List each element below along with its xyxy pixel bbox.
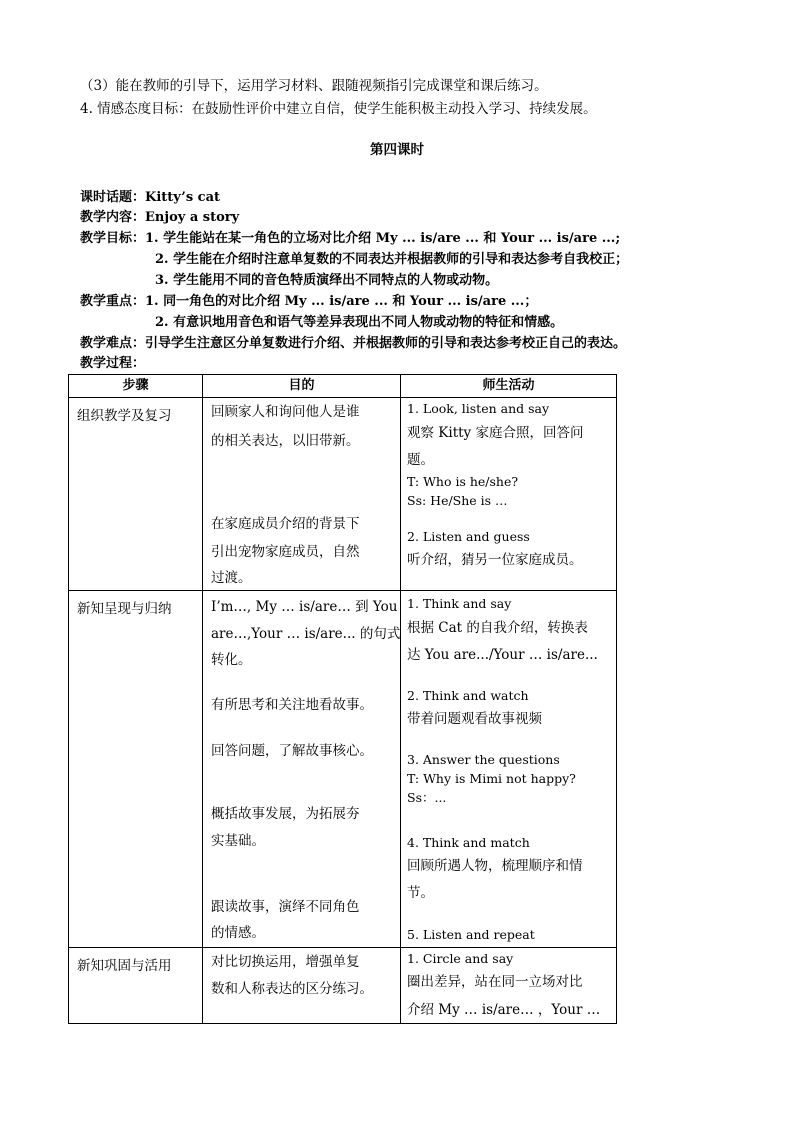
activity-line: Ss：... — [407, 790, 447, 805]
process-label: 教学过程： — [80, 356, 146, 371]
purpose-line: 有所思考和关注地看故事。 — [211, 697, 373, 713]
purpose-line: 的情感。 — [211, 925, 265, 941]
activity-line: 听介绍，猜另一位家庭成员。 — [407, 552, 583, 568]
difficulty-label: 教学难点： — [80, 336, 146, 351]
activity-line: 1. Look, listen and say — [407, 401, 550, 416]
activity-line: 3. Answer the questions — [407, 752, 560, 767]
purpose-line: 在家庭成员介绍的背景下 — [211, 516, 360, 532]
activity-line: 介绍 My … is/are… ，Your … — [407, 1002, 601, 1018]
activity-line: 4. Think and match — [407, 835, 530, 850]
purpose-line: 引出宠物家庭成员，自然 — [211, 544, 360, 560]
activity-line: 2. Listen and guess — [407, 529, 530, 544]
activity-line: 1. Think and say — [407, 596, 512, 611]
lesson-title: 第四课时 — [370, 142, 424, 158]
purpose-line: are…,Your … is/are... 的句式 — [211, 626, 401, 642]
topic-label: 课时话题： — [80, 190, 146, 205]
goals-row — [80, 229, 620, 249]
activity-cell — [401, 591, 617, 948]
purpose-cell — [203, 591, 401, 948]
table-row — [69, 398, 617, 591]
step-label: 组织教学及复习 — [77, 408, 172, 424]
activity-line: 5. Listen and repeat — [407, 927, 535, 942]
table-row — [69, 948, 617, 1024]
purpose-line: 对比切换运用，增强单复 — [211, 954, 360, 970]
activity-line: 圈出差异，站在同一立场对比 — [407, 974, 583, 990]
goal-1: 1. 学生能站在某一角色的立场对比介绍 My ... is/are ... 和 Your ... is/are ...; — [145, 231, 621, 246]
activity-cell — [401, 948, 617, 1024]
step-label: 新知巩固与活用 — [77, 958, 172, 974]
focus-1: 1. 同一角色的对比介绍 My ... is/are ... 和 Your ... is/are ...； — [145, 294, 538, 309]
intro-line-2: 4. 情感态度目标：在鼓励性评价中建立自信，使学生能积极主动投入学习、持续发展。 — [80, 101, 597, 117]
focus-row — [80, 292, 537, 312]
purpose-line: 转化。 — [211, 652, 252, 668]
goal-3: 3. 学生能用不同的音色特质演绎出不同特点的人物或动物。 — [155, 273, 499, 288]
activity-line: 节。 — [407, 885, 434, 901]
difficulty-row — [80, 334, 626, 354]
intro-line-1: （3）能在教师的引导下，运用学习材料、跟随视频指引完成课堂和课后练习。 — [80, 78, 548, 94]
purpose-line: 的相关表达，以旧带新。 — [211, 433, 360, 449]
content-label: 教学内容： — [80, 210, 146, 225]
step-cell — [69, 948, 203, 1024]
activity-line: 观察 Kitty 家庭合照，回答问 — [407, 425, 584, 441]
purpose-line: 实基础。 — [211, 833, 265, 849]
activity-cell — [401, 398, 617, 591]
purpose-line: 回顾家人和询问他人是谁 — [211, 404, 360, 420]
activity-line: 2. Think and watch — [407, 688, 529, 703]
purpose-line: 回答问题，了解故事核心。 — [211, 743, 373, 759]
table-row — [69, 591, 617, 948]
header-step: 步骤 — [69, 375, 203, 398]
focus-2: 2. 有意识地用音色和语气等差异表现出不同人物或动物的特征和情感。 — [155, 315, 564, 330]
activity-line: T: Why is Mimi not happy? — [407, 771, 576, 786]
activity-line: 达 You are.../Your … is/are... — [407, 647, 598, 663]
goals-label: 教学目标： — [80, 231, 146, 246]
purpose-line: 概括故事发展，为拓展夯 — [211, 806, 360, 822]
activity-line: 带着问题观看故事视频 — [407, 711, 542, 727]
content-value: Enjoy a story — [145, 210, 240, 225]
step-cell — [69, 398, 203, 591]
purpose-cell — [203, 398, 401, 591]
header-activity: 师生活动 — [401, 375, 617, 398]
content-row — [80, 208, 239, 228]
purpose-line: 过渡。 — [211, 570, 252, 586]
purpose-line: 跟读故事，演绎不同角色 — [211, 899, 360, 915]
activity-line: 回顾所遇人物，梳理顺序和情 — [407, 858, 583, 874]
step-cell — [69, 591, 203, 948]
activity-line: 1. Circle and say — [407, 951, 514, 966]
purpose-line: 数和人称表达的区分练习。 — [211, 981, 373, 997]
topic-value: Kitty’s cat — [145, 190, 221, 205]
table-header-row — [69, 375, 617, 398]
activity-line: 题。 — [407, 452, 434, 468]
header-purpose: 目的 — [203, 375, 401, 398]
activity-line: Ss: He/She is … — [407, 493, 508, 508]
activity-line: T: Who is he/she? — [407, 474, 519, 489]
goal-2: 2. 学生能在介绍时注意单复数的不同表达并根据教师的引导和表达参考自我校正； — [155, 252, 629, 267]
difficulty-value: 引导学生注意区分单复数进行介绍、并根据教师的引导和表达参考校正自己的表达。 — [145, 336, 627, 351]
focus-label: 教学重点： — [80, 294, 146, 309]
step-label: 新知呈现与归纳 — [77, 601, 172, 617]
topic-row — [80, 188, 220, 208]
process-table — [68, 374, 617, 1024]
purpose-cell — [203, 948, 401, 1024]
activity-line: 根据 Cat 的自我介绍，转换表 — [407, 620, 588, 636]
purpose-line: I’m…, My … is/are… 到 You — [211, 599, 398, 615]
